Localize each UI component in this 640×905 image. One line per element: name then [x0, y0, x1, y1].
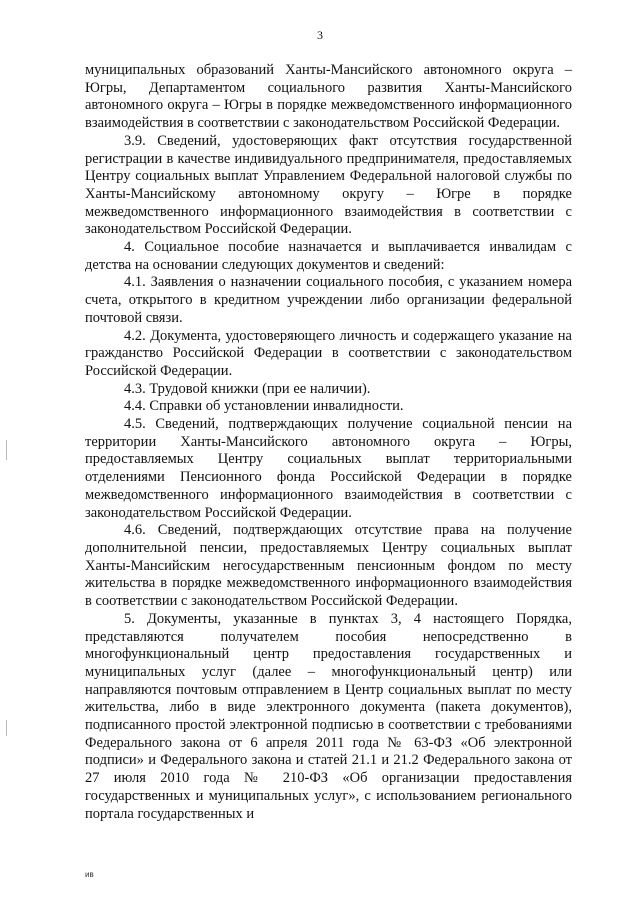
paragraph-4-4: 4.4. Справки об установлении инвалидности. — [124, 398, 404, 415]
scan-edge-mark — [6, 440, 7, 460]
footer-mark: ив — [85, 870, 94, 879]
scan-edge-mark — [6, 720, 7, 736]
page-number: 3 — [317, 28, 323, 42]
paragraph-4-2: 4.2. Документа, удостоверяющего личность и содержащего указание на гражданство Российской Федерации в соответствии с законодательством Российской Федерации. — [85, 327, 572, 379]
paragraph-4-3: 4.3. Трудовой книжки (при ее наличии). — [124, 380, 371, 397]
paragraph-4-1: 4.1. Заявления о назначении социального пособия, с указанием номера счета, открытого в кредитном учреждении либо организации федеральной почтовой связи. — [85, 274, 572, 326]
paragraph-5: 5. Документы, указанные в пунктах 3, 4 настоящего Порядка, представляются получателем пособия непосредственно в многофункциональный центр предоставления государственных и муниципальных услуг (далее – многофункциональный центр) или направляются почтовым отправлением в Центр социальных выплат по месту жительства, либо в виде электронного документа (пакета документов), подписанного простой электронной подписью в соответствии с требованиями Федерального закона от 6 апреля 2011 года № 63-ФЗ «Об электронной подписи» и Федерального закона и статей 21.1 и 21.2 Федерального закона от 27 июля 2010 года № 210-ФЗ «Об организации предоставления государственных и муниципальных услуг», с использованием регионального портала государственных и — [85, 610, 572, 822]
paragraph-4-6: 4.6. Сведений, подтверждающих отсутствие права на получение дополнительной пенсии, предоставляемых Центру социальных выплат Ханты-Мансийским негосударственным пенсионным фондом по месту жительства в порядке межведомственного информационного взаимодействия в соответствии с законодательством Российской Федерации. — [85, 522, 572, 610]
paragraph-4: 4. Социальное пособие назначается и выплачивается инвалидам с детства на основании следующих документов и сведений: — [85, 239, 572, 273]
paragraph-continuation: муниципальных образований Ханты-Мансийского автономного округа – Югры, Департаментом социального развития Ханты-Мансийского автономного округа – Югры в порядке межведомственного информационного взаимодействия в соответствии с законодательством Российской Федерации. — [85, 62, 572, 132]
document-body — [85, 62, 572, 823]
paragraph-4-5: 4.5. Сведений, подтверждающих получение социальной пенсии на территории Ханты-Мансийского автономного округа – Югры, предоставляемых Центру социальных выплат территориальными отделениями Пенсионного фонда Российской Федерации в порядке межведомственного информационного взаимодействия в соответствии с законодательством Российской Федерации. — [85, 416, 572, 521]
paragraph-3-9: 3.9. Сведений, удостоверяющих факт отсутствия государственной регистрации в качестве индивидуального предпринимателя, предоставляемых Центру социальных выплат Управлением Федеральной налоговой службы по Ханты-Мансийскому автономному округу – Югре в порядке межведомственного информационного взаимодействия в соответствии с законодательством Российской Федерации. — [85, 132, 572, 238]
